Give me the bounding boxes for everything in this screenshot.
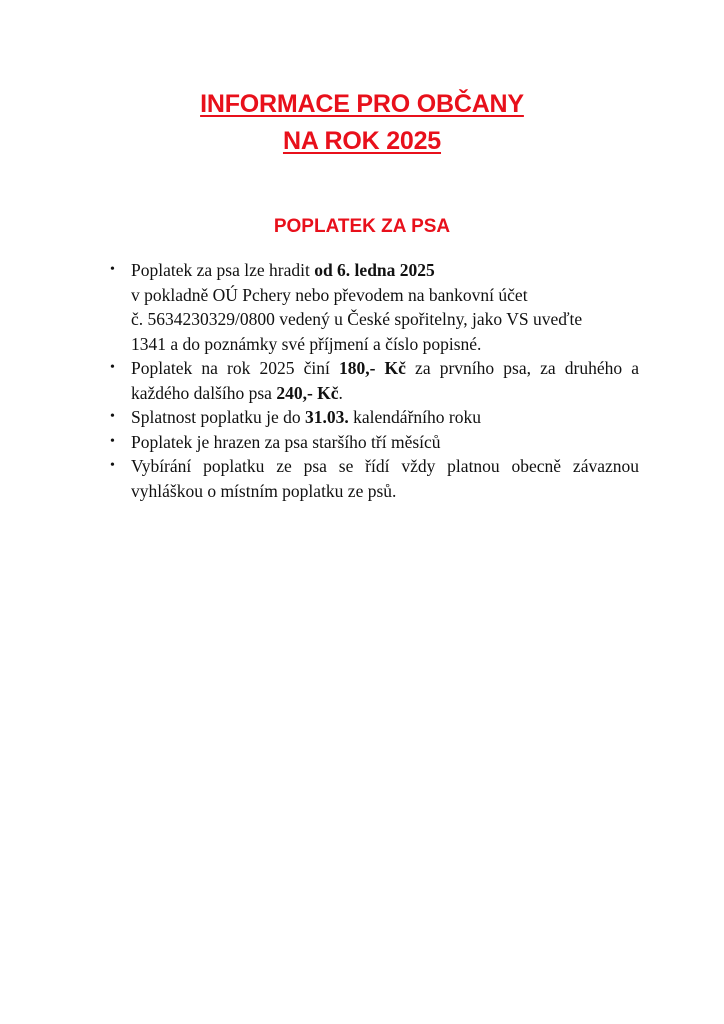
- bullet-icon: •: [110, 458, 115, 473]
- due-text: Splatnost poplatku je do: [131, 407, 306, 427]
- list-item-fee: [107, 356, 639, 405]
- payment-text-line-4: 1341 a do poznámky své příjmení a číslo popisné.: [131, 333, 482, 354]
- fee-text-end: .: [338, 382, 343, 403]
- section-heading: POPLATEK ZA PSA: [273, 216, 451, 237]
- payment-text: Poplatek za psa lze hradit: [131, 260, 315, 280]
- list-item-due-date: [107, 405, 639, 430]
- bullet-icon: •: [110, 409, 115, 424]
- due-text-end: kalendářního roku: [348, 407, 481, 427]
- document-title-line-1: INFORMACE PRO OBČANY: [200, 90, 524, 118]
- info-list: [107, 258, 639, 503]
- payment-start-date: od 6. ledna 2025: [314, 260, 435, 280]
- fee-other-dogs: 240,- Kč: [276, 382, 339, 403]
- bullet-icon: •: [110, 262, 115, 277]
- regulation-text: Vybírání poplatku ze psa se řídí vždy platnou obecně závaznou vyhláškou o místním poplatku ze psů.: [131, 456, 639, 501]
- fee-text-2: za prvního psa, za druhého a každého dalšího psa: [131, 358, 639, 403]
- list-item-payment: [107, 258, 639, 356]
- list-item-regulation: [107, 454, 639, 503]
- list-item-age: [107, 430, 639, 455]
- payment-text-line-2: v pokladně OÚ Pchery nebo převodem na bankovní účet: [131, 284, 528, 305]
- bullet-icon: •: [110, 360, 115, 375]
- age-text: Poplatek je hrazen za psa staršího tří měsíců: [131, 431, 441, 452]
- fee-first-dog: 180,- Kč: [338, 358, 406, 378]
- payment-account-line: č. 5634230329/0800 vedený u České spořitelny, jako VS uveďte: [131, 309, 583, 329]
- due-date: 31.03.: [305, 407, 349, 427]
- fee-text: Poplatek na rok 2025 činí: [131, 358, 339, 378]
- document-title-line-2: NA ROK 2025: [282, 127, 442, 155]
- bullet-icon: •: [110, 433, 115, 449]
